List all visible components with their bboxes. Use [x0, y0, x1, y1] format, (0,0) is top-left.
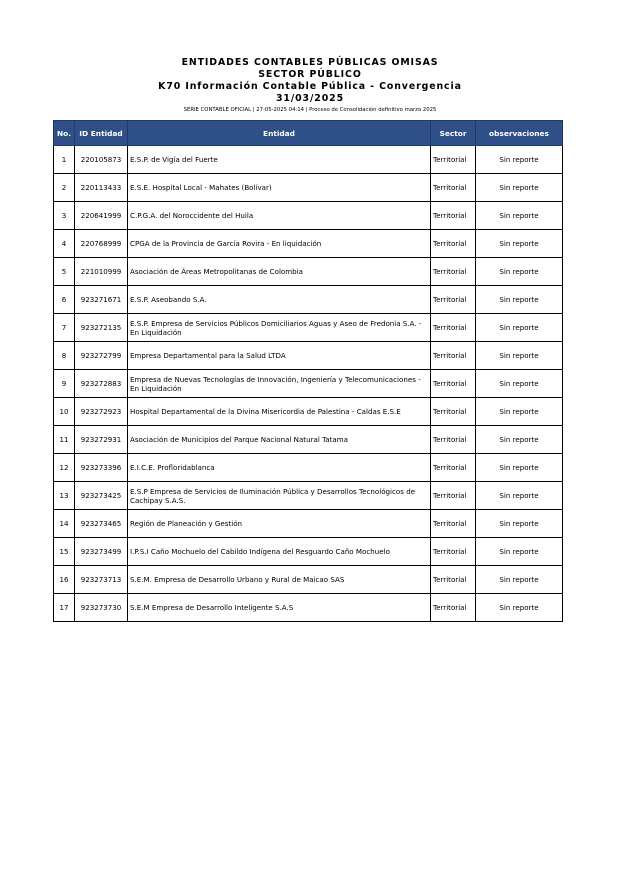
- cell-entidad: C.P.G.A. del Noroccidente del Huila: [128, 202, 431, 230]
- cell-entidad: E.S.P. de Vigía del Fuerte: [128, 146, 431, 174]
- cell-no: 6: [54, 286, 75, 314]
- cell-no: 7: [54, 314, 75, 342]
- cell-observaciones: Sin reporte: [476, 594, 563, 622]
- cell-entidad: E.S.P Empresa de Servicios de Iluminación Pública y Desarrollos Tecnológicos de Cachipay S.A.S.: [128, 482, 431, 510]
- cell-entidad: Hospital Departamental de la Divina Misericordia de Palestina - Caldas E.S.E: [128, 398, 431, 426]
- cell-observaciones: Sin reporte: [476, 482, 563, 510]
- cell-id: 923272883: [75, 370, 128, 398]
- table-row: [54, 566, 563, 594]
- cell-id: 923273396: [75, 454, 128, 482]
- entities-table: [53, 120, 563, 622]
- cell-id: 220768999: [75, 230, 128, 258]
- cell-id: 221010999: [75, 258, 128, 286]
- cell-observaciones: Sin reporte: [476, 454, 563, 482]
- table-row: [54, 426, 563, 454]
- cell-observaciones: Sin reporte: [476, 202, 563, 230]
- report-category: K70 Información Contable Pública - Convergencia: [158, 81, 462, 92]
- cell-observaciones: Sin reporte: [476, 286, 563, 314]
- cell-no: 1: [54, 146, 75, 174]
- cell-sector: Territorial: [431, 398, 476, 426]
- cell-entidad: S.E.M. Empresa de Desarrollo Urbano y Rural de Maicao SAS: [128, 566, 431, 594]
- cell-no: 14: [54, 510, 75, 538]
- cell-entidad: E.S.P. Aseobando S.A.: [128, 286, 431, 314]
- cell-sector: Territorial: [431, 146, 476, 174]
- cell-sector: Territorial: [431, 258, 476, 286]
- cell-entidad: Empresa Departamental para la Salud LTDA: [128, 342, 431, 370]
- cell-id: 923273465: [75, 510, 128, 538]
- table-row: [54, 594, 563, 622]
- cell-observaciones: Sin reporte: [476, 398, 563, 426]
- cell-observaciones: Sin reporte: [476, 230, 563, 258]
- report-sector: SECTOR PÚBLICO: [258, 69, 362, 80]
- table-row: [54, 370, 563, 398]
- cell-id: 220641999: [75, 202, 128, 230]
- table-row: [54, 510, 563, 538]
- cell-observaciones: Sin reporte: [476, 342, 563, 370]
- cell-entidad: Región de Planeación y Gestión: [128, 510, 431, 538]
- cell-no: 12: [54, 454, 75, 482]
- cell-id: 923271671: [75, 286, 128, 314]
- cell-sector: Territorial: [431, 538, 476, 566]
- cell-entidad: S.E.M Empresa de Desarrollo Inteligente S.A.S: [128, 594, 431, 622]
- cell-observaciones: Sin reporte: [476, 566, 563, 594]
- table-row: [54, 538, 563, 566]
- cell-entidad: E.S.E. Hospital Local - Mahates (Bolívar): [128, 174, 431, 202]
- cell-no: 3: [54, 202, 75, 230]
- cell-sector: Territorial: [431, 482, 476, 510]
- cell-observaciones: Sin reporte: [476, 538, 563, 566]
- report-header: [0, 57, 620, 115]
- cell-no: 5: [54, 258, 75, 286]
- cell-observaciones: Sin reporte: [476, 370, 563, 398]
- table-row: [54, 454, 563, 482]
- cell-entidad: I.P.S.I Caño Mochuelo del Cabildo Indígena del Resguardo Caño Mochuelo: [128, 538, 431, 566]
- table-row: [54, 342, 563, 370]
- cell-sector: Territorial: [431, 314, 476, 342]
- table-row: [54, 482, 563, 510]
- table-row: [54, 202, 563, 230]
- cell-id: 923273499: [75, 538, 128, 566]
- table-header-row: [54, 121, 563, 146]
- cell-id: 923272923: [75, 398, 128, 426]
- cell-no: 9: [54, 370, 75, 398]
- table-row: [54, 314, 563, 342]
- cell-sector: Territorial: [431, 566, 476, 594]
- cell-no: 15: [54, 538, 75, 566]
- cell-no: 4: [54, 230, 75, 258]
- cell-id: 923272799: [75, 342, 128, 370]
- cell-observaciones: Sin reporte: [476, 510, 563, 538]
- table-row: [54, 286, 563, 314]
- cell-sector: Territorial: [431, 454, 476, 482]
- cell-no: 13: [54, 482, 75, 510]
- column-header-observaciones: observaciones: [476, 121, 563, 146]
- cell-entidad: Asociación de Municipios del Parque Nacional Natural Tatama: [128, 426, 431, 454]
- report-title: ENTIDADES CONTABLES PÚBLICAS OMISAS: [181, 57, 439, 68]
- cell-no: 17: [54, 594, 75, 622]
- cell-entidad: Empresa de Nuevas Tecnologías de Innovación, Ingeniería y Telecomunicaciones - En Liquidación: [128, 370, 431, 398]
- cell-entidad: CPGA de la Provincia de García Rovira - En liquidación: [128, 230, 431, 258]
- cell-sector: Territorial: [431, 230, 476, 258]
- cell-id: 220113433: [75, 174, 128, 202]
- cell-sector: Territorial: [431, 426, 476, 454]
- column-header-entidad: Entidad: [128, 121, 431, 146]
- column-header-id: ID Entidad: [75, 121, 128, 146]
- cell-entidad: E.S.P. Empresa de Servicios Públicos Domiciliarios Aguas y Aseo de Fredonia S.A. - En Liquidación: [128, 314, 431, 342]
- cell-no: 11: [54, 426, 75, 454]
- column-header-no: No.: [54, 121, 75, 146]
- cell-id: 923273730: [75, 594, 128, 622]
- cell-sector: Territorial: [431, 370, 476, 398]
- cell-sector: Territorial: [431, 286, 476, 314]
- cell-no: 16: [54, 566, 75, 594]
- cell-id: 923273713: [75, 566, 128, 594]
- cell-entidad: E.I.C.E. Profloridablanca: [128, 454, 431, 482]
- cell-no: 2: [54, 174, 75, 202]
- report-subtitle: SERIE CONTABLE OFICIAL | 27-05-2025 04:14 | Proceso de Consolidación definitivo marzo 2025: [183, 107, 437, 113]
- report-date: 31/03/2025: [275, 93, 345, 104]
- cell-entidad: Asociación de Áreas Metropolitanas de Colombia: [128, 258, 431, 286]
- table-row: [54, 398, 563, 426]
- cell-observaciones: Sin reporte: [476, 174, 563, 202]
- cell-id: 923272931: [75, 426, 128, 454]
- cell-sector: Territorial: [431, 174, 476, 202]
- table-body: [54, 146, 563, 622]
- table-row: [54, 258, 563, 286]
- table-row: [54, 146, 563, 174]
- cell-observaciones: Sin reporte: [476, 146, 563, 174]
- cell-id: 923273425: [75, 482, 128, 510]
- table-row: [54, 230, 563, 258]
- cell-observaciones: Sin reporte: [476, 314, 563, 342]
- cell-sector: Territorial: [431, 510, 476, 538]
- cell-no: 8: [54, 342, 75, 370]
- cell-id: 220105873: [75, 146, 128, 174]
- cell-observaciones: Sin reporte: [476, 426, 563, 454]
- cell-no: 10: [54, 398, 75, 426]
- cell-sector: Territorial: [431, 202, 476, 230]
- cell-sector: Territorial: [431, 342, 476, 370]
- cell-id: 923272135: [75, 314, 128, 342]
- cell-observaciones: Sin reporte: [476, 258, 563, 286]
- column-header-sector: Sector: [431, 121, 476, 146]
- table-row: [54, 174, 563, 202]
- cell-sector: Territorial: [431, 594, 476, 622]
